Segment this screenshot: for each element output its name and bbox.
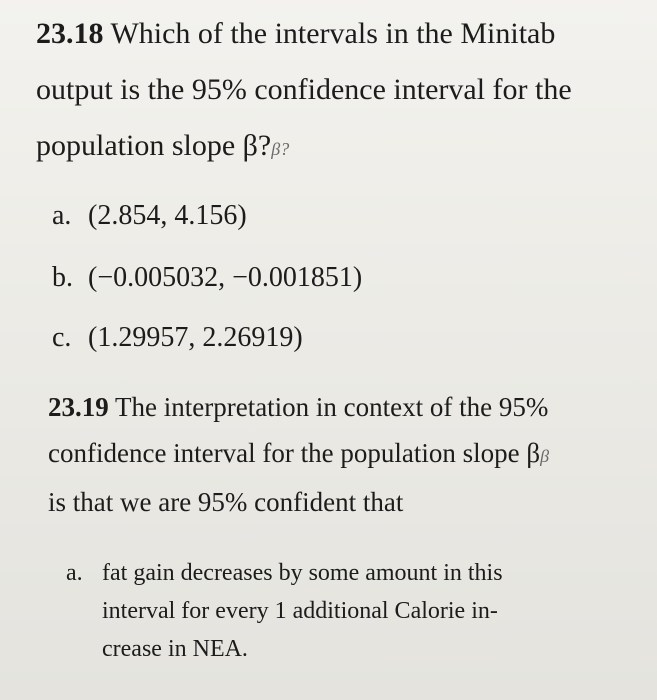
ghost-text: β	[540, 446, 550, 466]
question-text: Which of the intervals in the Minitab	[110, 17, 556, 50]
question-number: 23.18	[36, 17, 104, 50]
question-number: 23.19	[48, 392, 109, 422]
question-23-19-line-3: is that we are 95% confident that	[48, 487, 404, 517]
option-a-23-19[interactable]	[66, 554, 606, 668]
question-23-18	[36, 6, 636, 177]
option-text: (−0.005032, −0.001851)	[88, 262, 363, 293]
option-text-line: fat gain decreases by some amount in this	[102, 560, 503, 586]
option-text: (2.854, 4.156)	[88, 200, 247, 231]
question-23-19-line-1	[48, 384, 638, 430]
question-23-18-line-3	[36, 118, 636, 177]
question-23-19	[48, 384, 638, 525]
question-23-18-line-2: output is the 95% confidence interval for the	[36, 73, 572, 106]
option-a[interactable]	[52, 200, 247, 232]
question-23-19-line-2	[48, 430, 638, 479]
question-text: confidence interval for the population slope β	[48, 438, 541, 468]
option-letter: b.	[52, 262, 73, 293]
option-letter: c.	[52, 322, 72, 353]
ghost-text: β?	[271, 139, 290, 159]
question-text: population slope β?	[36, 129, 272, 162]
option-b[interactable]	[52, 262, 362, 294]
option-letter: a.	[52, 200, 72, 231]
question-text: The interpretation in context of the 95%	[115, 392, 549, 422]
option-c[interactable]	[52, 322, 303, 354]
option-text-line: crease in NEA.	[102, 636, 248, 662]
question-23-18-line-1	[36, 6, 636, 62]
option-text	[102, 554, 606, 668]
option-text-line: interval for every 1 additional Calorie in-	[102, 598, 498, 624]
option-text: (1.29957, 2.26919)	[88, 322, 303, 353]
option-letter: a.	[66, 560, 83, 586]
